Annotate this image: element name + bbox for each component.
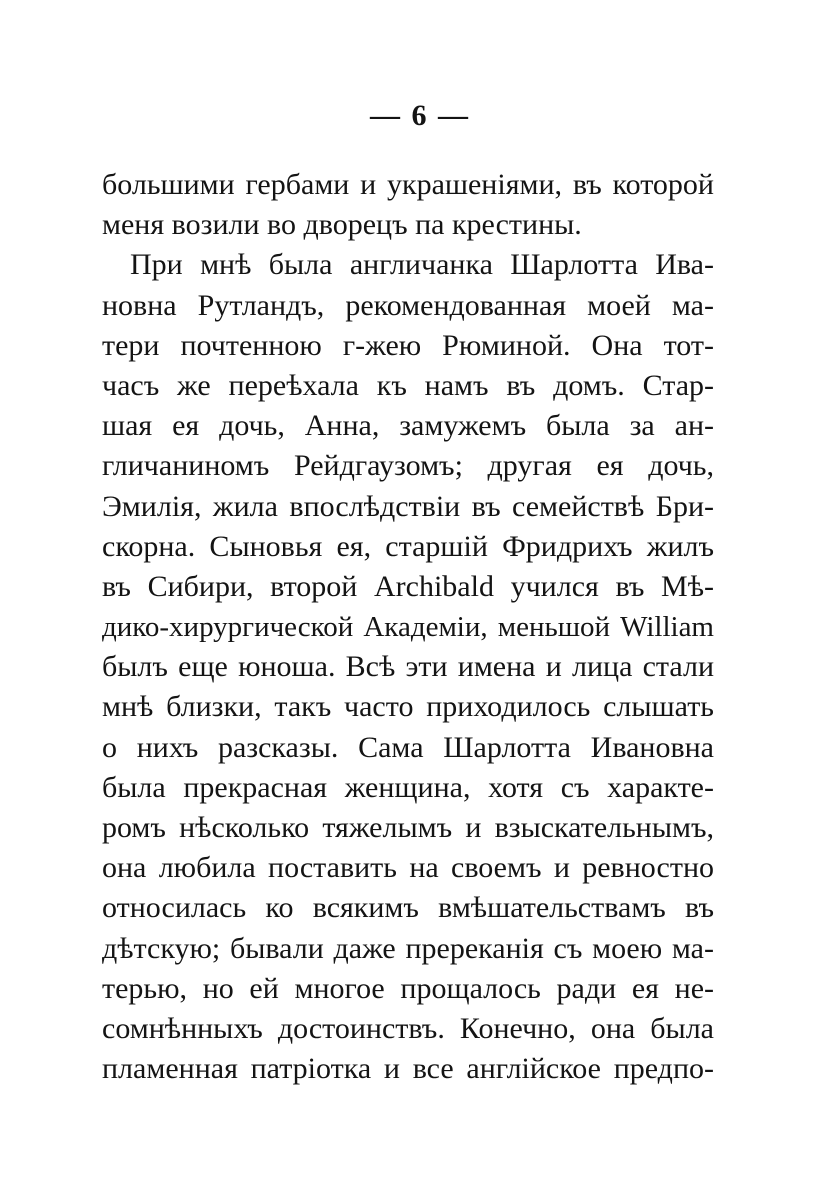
text-line: въ Сибири, второй Archibald учился въ Мѣ-	[102, 569, 714, 603]
text-line: о нихъ разсказы. Сама Шарлотта Ивановна	[102, 730, 714, 764]
text-line: Эмилія, жила впослѣдствіи въ семействѣ Бри-	[102, 489, 714, 523]
text-line: былъ еще юноша. Всѣ эти имена и лица стали	[102, 650, 714, 684]
text-line: дѣтскую; бывали даже пререканія съ моею ма-	[102, 931, 714, 965]
text-line: сомнѣнныхъ достоинствъ. Конечно, она была	[102, 1011, 714, 1045]
text-line: мнѣ близки, такъ часто приходилось слышать	[102, 690, 714, 724]
text-line: она любила поставить на своемъ и ревностно	[102, 851, 714, 885]
page-number: — 6 —	[370, 99, 470, 132]
text-line: пламенная патріотка и все англійское предпо-	[102, 1052, 714, 1086]
text-line: новна Рутландъ, рекомендованная моей ма-	[102, 288, 714, 322]
text-line: скорна. Сыновья ея, старшій Фридрихъ жилъ	[102, 529, 714, 563]
text-line: дико-хирургической Академіи, меньшой William	[102, 611, 714, 644]
body-text	[102, 165, 714, 1089]
text-line: гличаниномъ Рейдгаузомъ; другая ея дочь,	[102, 449, 714, 483]
text-line: терью, но ей многое прощалось ради ея не-	[102, 971, 714, 1005]
text-line: ромъ нѣсколько тяжелымъ и взыскательнымъ,	[102, 811, 714, 844]
text-line: При мнѣ была англичанка Шарлотта Ива-	[130, 248, 714, 282]
text-line: часъ же переѣхала къ намъ въ домъ. Стар-	[102, 368, 714, 402]
text-line: шая ея дочь, Анна, замужемъ была за ан-	[102, 409, 714, 443]
text-line: тери почтенною г-жею Рюминой. Она тот-	[102, 328, 714, 362]
text-line: большими гербами и украшеніями, въ которой	[102, 168, 714, 201]
text-line: относилась ко всякимъ вмѣшательствамъ въ	[102, 891, 714, 925]
text-line: меня возили во дворецъ па крестины.	[102, 208, 582, 242]
text-line: была прекрасная женщина, хотя съ характе-	[102, 770, 714, 804]
